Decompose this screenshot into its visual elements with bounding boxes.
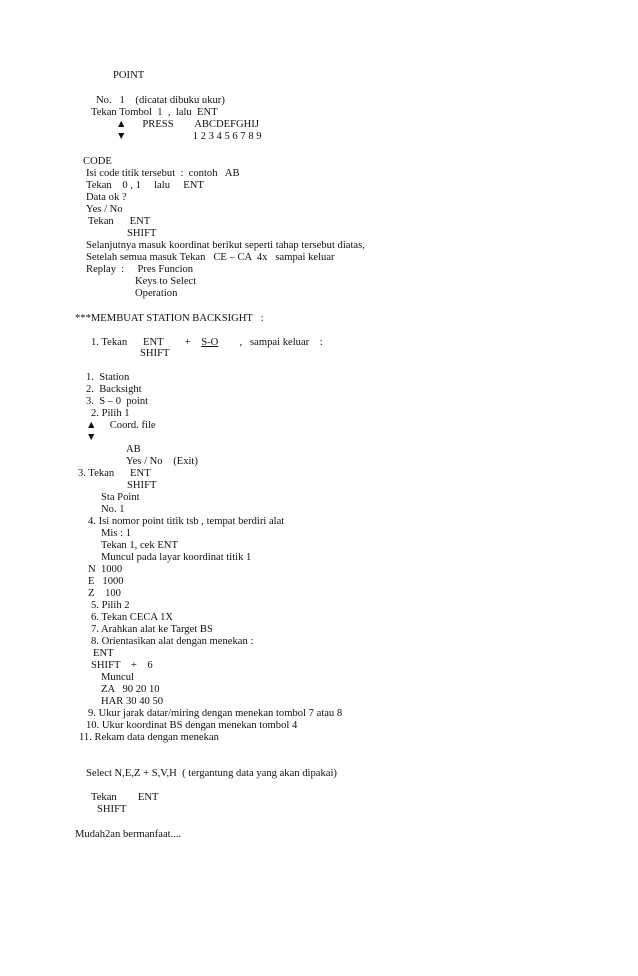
- press-ent-final: Tekan ENT: [91, 792, 159, 803]
- step-5-line: 5. Pilih 2: [91, 600, 130, 611]
- shift-key: SHIFT: [127, 228, 157, 239]
- za-reading: ZA 90 20 10: [101, 684, 160, 695]
- appears-label: Muncul: [101, 672, 134, 683]
- closing-note: Mudah2an bermanfaat....: [75, 829, 182, 840]
- menu-so-point: 3. S – 0 point: [86, 396, 149, 407]
- step-1-suffix: , sampai keluar :: [218, 337, 323, 348]
- coordinate-z: Z 100: [88, 588, 121, 599]
- step-6-line: 6. Tekan CECA 1X: [91, 612, 174, 623]
- code-instruction: Isi code titik tersebut : contoh AB: [86, 168, 240, 179]
- screen-coordinate-note: Muncul pada layar koordinat titik 1: [101, 552, 252, 563]
- point-title: POINT: [113, 70, 145, 81]
- point-number: No. 1 (dicatat dibuku ukur): [96, 95, 225, 106]
- select-nez-svh-line: Select N,E,Z + S,V,H ( tergantung data yang akan dipakai): [86, 768, 337, 779]
- press-ent-instruction: Tekan ENT: [88, 216, 151, 227]
- data-ok-prompt: Data ok ?: [86, 192, 127, 203]
- yes-no-prompt: Yes / No: [86, 204, 123, 215]
- step-10-line: 10. Ukur koordinat BS dengan menekan tombol 4: [86, 720, 298, 731]
- press-digits-row: ▼ 1 2 3 4 5 6 7 8 9: [116, 131, 262, 142]
- down-arrow-icon: ▼: [86, 432, 97, 443]
- menu-station: 1. Station: [86, 372, 130, 383]
- coordinate-n: N 1000: [88, 564, 123, 575]
- ent-key: ENT: [93, 648, 114, 659]
- har-reading: HAR 30 40 50: [101, 696, 164, 707]
- press-key-1-instruction: Tekan Tombol 1 , lalu ENT: [91, 107, 218, 118]
- no-1-label: No. 1: [101, 504, 125, 515]
- press-letters-row: ▲ PRESS ABCDEFGHIJ: [116, 119, 259, 130]
- step-11-line: 11. Rekam data dengan menekan: [79, 732, 219, 743]
- keys-to-select: Keys to Select: [135, 276, 197, 287]
- replay-line: Replay : Pres Funcion: [86, 264, 194, 275]
- step-1-prefix: 1. Tekan ENT +: [91, 337, 202, 348]
- yes-no-exit-prompt: Yes / No (Exit): [126, 456, 198, 467]
- backsight-heading: ***MEMBUAT STATION BACKSIGHT :: [75, 313, 264, 324]
- coordinate-e: E 1000: [88, 576, 124, 587]
- coord-file-option: ▲ Coord. file: [86, 420, 156, 431]
- step-4-line: 4. Isi nomor point titik tsb , tempat berdiri alat: [88, 516, 285, 527]
- shift-key: SHIFT: [127, 480, 157, 491]
- step-3-line: 3. Tekan ENT: [78, 468, 151, 479]
- code-title: CODE: [83, 156, 112, 167]
- shift-plus-6: SHIFT + 6: [91, 660, 153, 671]
- operation-label: Operation: [135, 288, 178, 299]
- shift-key: SHIFT: [140, 348, 170, 359]
- step-2-choose-1: 2. Pilih 1: [91, 408, 130, 419]
- ab-code: AB: [126, 444, 141, 455]
- menu-backsight: 2. Backsight: [86, 384, 142, 395]
- ce-ca-instruction: Setelah semua masuk Tekan CE – CA 4x sampai keluar: [86, 252, 335, 263]
- example-1: Mis : 1: [101, 528, 132, 539]
- step-1-line: [91, 338, 323, 349]
- step-9-line: 9. Ukur jarak datar/miring dengan menekan tombol 7 atau 8: [88, 708, 343, 719]
- next-coordinate-instruction: Selanjutnya masuk koordinat berikut seperti tahap tersebut diatas,: [86, 240, 365, 251]
- press-0-1-instruction: Tekan 0 , 1 lalu ENT: [86, 180, 204, 191]
- s-o-key: S-O: [201, 337, 219, 348]
- shift-key: SHIFT: [97, 804, 127, 815]
- press-1-check-ent: Tekan 1, cek ENT: [101, 540, 178, 551]
- step-7-line: 7. Arahkan alat ke Target BS: [91, 624, 213, 635]
- sta-point-label: Sta Point: [101, 492, 140, 503]
- step-8-line: 8. Orientasikan alat dengan menekan :: [91, 636, 254, 647]
